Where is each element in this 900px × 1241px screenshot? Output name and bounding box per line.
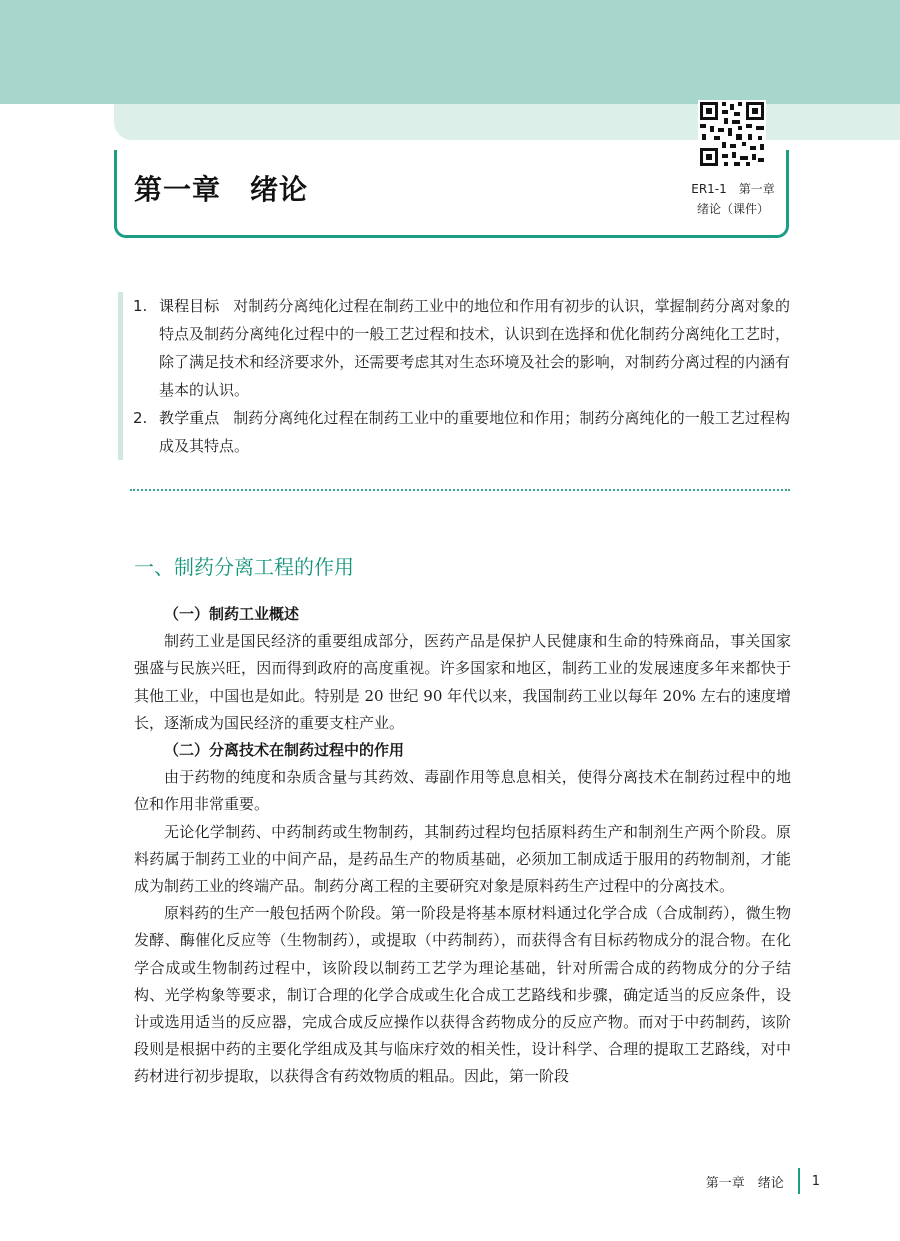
top-light-tab xyxy=(114,104,900,140)
subsection-heading-2: （二）分离技术在制药过程中的作用 xyxy=(164,741,405,760)
section-divider xyxy=(130,489,790,491)
learning-objectives-box xyxy=(118,292,790,460)
paragraph: 原料药的生产一般包括两个阶段。第一阶段是将基本原材料通过化学合成（合成制药），微生物发酵、酶催化反应等（生物制药），或提取（中药制药），而获得含有目标药物成分的混合物。在化学合成或生物制药过程中，该阶段以制药工艺学为理论基础，针对所需合成的药物成分的分子结构、光学构象等要求，制订合理的化学合成或生化合成工艺路线和步骤，确定适当的反应条件，设计或选用适当的反应器，完成合成反应操作以获得含药物成分的反应产物。而对于中药制药，该阶段则是根据中药的主要化学组成及其与临床疗效的相关性，设计科学、合理的提取工艺路线，对中药材进行初步提取，以获得含有药效物质的粗品。因此，第一阶段 xyxy=(134,904,791,1086)
top-color-band xyxy=(0,0,900,104)
objective-item xyxy=(133,292,790,404)
objective-number: 2. xyxy=(133,409,148,427)
qr-caption-line-2: 绪论（课件） xyxy=(696,202,769,216)
body-text xyxy=(134,601,791,1091)
footer-separator xyxy=(798,1168,800,1194)
objective-text: 制药分离纯化过程在制药工业中的重要地位和作用；制药分离纯化的一般工艺过程构成及其特点。 xyxy=(159,409,790,455)
objective-label: 教学重点 xyxy=(159,409,220,427)
qr-caption-line-1: ER1-1 第一章 xyxy=(691,182,775,196)
objective-text: 对制药分离纯化过程在制药工业中的地位和作用有初步的认识，掌握制药分离对象的特点及制药分离纯化过程中的一般工艺过程和技术，认识到在选择和优化制药分离纯化工艺时，除了满足技术和经济要求外，还需要考虑其对生态环境及社会的影响，对制药分离过程的内涵有基本的认识。 xyxy=(159,297,790,399)
objective-item xyxy=(133,404,790,460)
paragraph: 由于药物的纯度和杂质含量与其药效、毒副作用等息息相关，使得分离技术在制药过程中的地位和作用非常重要。 xyxy=(134,768,791,814)
paragraph: 无论化学制药、中药制药或生物制药，其制药过程均包括原料药生产和制剂生产两个阶段。原料药属于制药工业的中间产品，是药品生产的物质基础，必须加工制成适于服用的药物制剂，才能成为制药工业的终端产品。制药分离工程的主要研究对象是原料药生产过程中的分离技术。 xyxy=(134,822,791,896)
objective-number: 1. xyxy=(133,297,148,315)
chapter-title: 第一章 绪论 xyxy=(134,173,309,206)
objective-label: 课程目标 xyxy=(159,297,220,315)
page-number: 1 xyxy=(811,1173,820,1189)
section-heading: 一、制药分离工程的作用 xyxy=(134,555,354,579)
paragraph: 制药工业是国民经济的重要组成部分，医药产品是保护人民健康和生命的特殊商品，事关国家强盛与民族兴旺，因而得到政府的高度重视。许多国家和地区，制药工业的发展速度多年来都快于其他工业，中国也是如此。特别是 20 世纪 90 年代以来，我国制药工业以每年 20% 左右的速度增长，逐渐成为国民经济的重要支柱产业。 xyxy=(134,632,791,732)
running-title: 第一章 绪论 xyxy=(705,1175,784,1191)
subsection-heading-1: （一）制药工业概述 xyxy=(164,605,300,623)
page-footer xyxy=(706,1169,820,1193)
